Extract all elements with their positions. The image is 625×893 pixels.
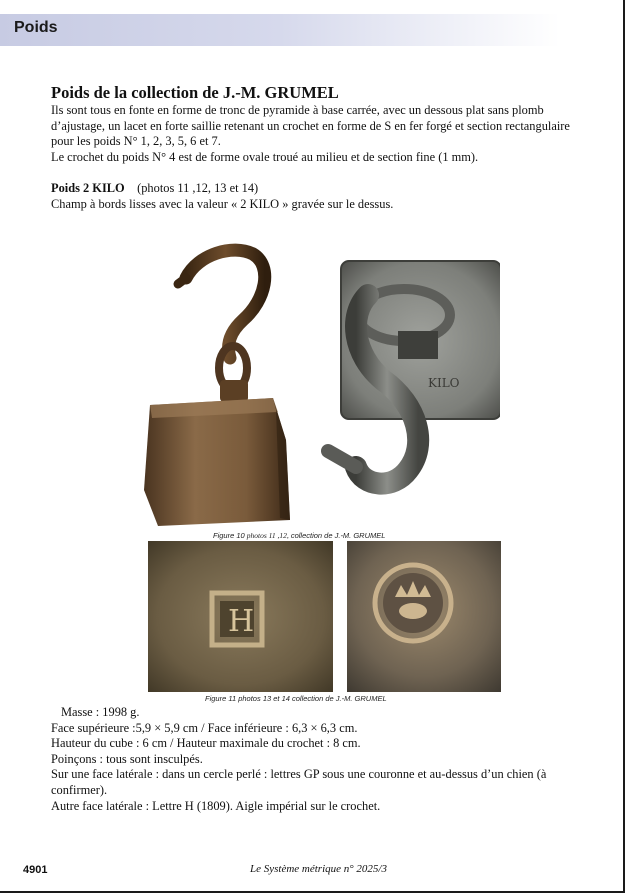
subsection-title: Poids 2 KILO xyxy=(51,181,125,195)
engraved-kilo-text: KILO xyxy=(428,376,460,390)
intro-line: Ils sont tous en fonte en forme de tronc de pyramide à base carrée, avec un dessous plat sans plomb xyxy=(51,103,544,117)
caption-collection: collection de J.-M. GRUMEL xyxy=(290,531,386,540)
section-title: Poids xyxy=(14,19,58,36)
intro-line: d’ajustage, un lacet en forte saillie retenant un crochet en forme de S en fer forgé et section rectangulaire xyxy=(51,118,570,133)
photo-crown-seal xyxy=(347,541,501,692)
detail-line: confirmer). xyxy=(51,782,108,797)
photo-weight-top-view xyxy=(308,255,500,530)
details-list xyxy=(51,705,591,814)
detail-line: Masse : 1998 g. xyxy=(61,705,140,719)
photo-weight-with-hook xyxy=(138,240,308,528)
intro-line: pour les poids N° 1, 2, 3, 5, 6 et 7. xyxy=(51,134,221,148)
figure-10-caption xyxy=(213,531,385,540)
subsection-description: Champ à bords lisses avec la valeur « 2 KILO » gravée sur le dessus. xyxy=(51,197,394,211)
footer-journal-title: Le Système métrique n° 2025/3 xyxy=(250,863,387,875)
subsection-heading xyxy=(51,181,258,197)
detail-line: Poinçons : tous sont insculpés. xyxy=(51,751,203,766)
intro-paragraph xyxy=(51,103,591,165)
section-header-band xyxy=(0,14,560,46)
caption-label: Figure 10 xyxy=(213,531,245,540)
caption-photos: photos 11 ,12, xyxy=(246,531,289,540)
detail-line: Face supérieure :5,9 × 5,9 cm / Face inférieure : 6,3 × 6,3 cm. xyxy=(51,720,358,735)
page-number: 4901 xyxy=(23,864,48,876)
detail-line: Autre face latérale : Lettre H (1809). Aigle impérial sur le crochet. xyxy=(51,798,381,813)
intro-line: Le crochet du poids N° 4 est de forme ovale troué au milieu et de section fine (1 mm). xyxy=(51,149,479,164)
article-title: Poids de la collection de J.-M. GRUMEL xyxy=(51,83,339,102)
figure-11-caption: Figure 11 photos 13 et 14 collection de J.-M. GRUMEL xyxy=(205,694,387,703)
subsection-photos-ref: (photos 11 ,12, 13 et 14) xyxy=(137,181,259,195)
photo-h-stamp xyxy=(148,541,333,692)
stamp-letter-h: H xyxy=(228,604,255,639)
detail-line: Hauteur du cube : 6 cm / Hauteur maximale du crochet : 8 cm. xyxy=(51,736,361,751)
detail-line: Sur une face latérale : dans un cercle perlé : lettres GP sous une couronne et au-dessus d’un chien (à xyxy=(51,767,547,782)
